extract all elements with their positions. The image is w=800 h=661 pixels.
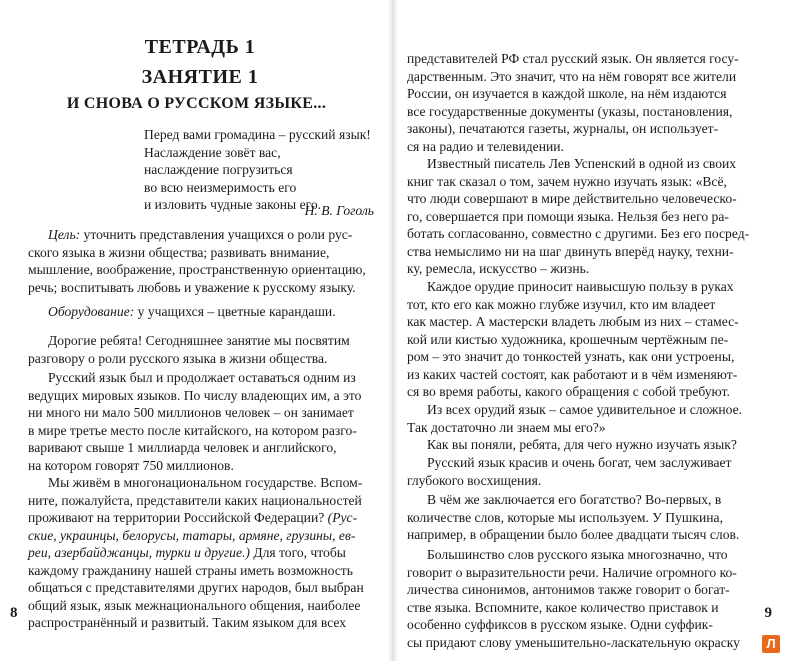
paragraph: Большинство слов русского языка многозначно, что говорит о выразительности речи. Наличие огромного ко- личества синонимов, антонимов также говорит о богат- стве языка. Вспомните, какое количество приставок и особенно суффиксов в русском языке. Одни суффик- сы придают слову уменьшительно-ласкательную окраску [407, 547, 740, 650]
epigraph-line: наслаждение погрузиться [144, 162, 293, 177]
paragraph: Русский язык красив и очень богат, чем заслуживает глубокого восхищения. [407, 455, 732, 488]
paragraph: Русский язык был и продолжает оставаться одним из ведущих мировых языков. По числу владеющих им, а это ни много ни мало 500 миллионов человек – он занимает в мире третье место после китайского, на котором разго- варивают свыше 1 миллиарда человек и английского, на котором говорят 750 миллионов. [28, 370, 362, 473]
goal-line: уточнить представления учащихся о роли рус- [80, 227, 353, 242]
paragraph: Каждое орудие приносит наивысшую пользу в руках тот, кто его как можно глубже изучил, кто им владеет как мастер. А мастерски владеть любым из них – стамес- кой или кистью художника, крошечным чертёжным пе- ром – это значит до тонкостей узнать, как они устроены, из каких частей состоят, как работают и в чём изменяют- ся во время работы, какого обращения с собой требуют. [407, 279, 739, 399]
lesson-title: И СНОВА О РУССКОМ ЯЗЫКЕ... [66, 95, 327, 112]
paragraph: представителей РФ стал русский язык. Он является госу- дарственным. Это значит, что на нём говорят все жители России, он изучается в каждой школе, на нём издаются все государственные документы (указы, постановления, законы), печатаются газеты, журналы, он использует- ся на радио и телевидении. [407, 51, 739, 154]
epigraph-line: Перед вами громадина – русский язык! [144, 127, 371, 142]
epigraph-line: и изловить чудные законы его. [144, 197, 322, 212]
paragraph: В чём же заключается его богатство? Во-первых, в количестве слов, которые мы используем. У Пушкина, например, в обращении было более двадцати тысяч слов. [407, 492, 740, 542]
epigraph-line: Наслаждение зовёт вас, [144, 144, 281, 160]
left-page [0, 0, 393, 661]
equipment-label: Оборудование: [48, 304, 135, 319]
publisher-logo-icon: Л [762, 635, 780, 653]
epigraph [144, 126, 374, 214]
lesson-heading: ЗАНЯТИЕ 1 [141, 66, 259, 88]
page-number: 8 [10, 605, 18, 621]
paragraph: Из всех орудий язык – самое удивительное и сложное. Так достаточно ли знаем мы его?» [407, 402, 743, 435]
paragraph: Как вы поняли, ребята, для чего нужно изучать язык? [427, 437, 737, 452]
notebook-heading: ТЕТРАДЬ 1 [144, 36, 256, 58]
equipment-line [48, 303, 380, 321]
right-page [393, 0, 800, 661]
epigraph-author: Н. В. Гоголь [304, 203, 374, 218]
goal-block [28, 226, 380, 296]
paragraph: Дорогие ребята! Сегодняшнее занятие мы посвятим разговору о роли русского языка в жизни общества. [28, 333, 350, 366]
epigraph-line: во всю неизмеримость его [144, 179, 297, 195]
goal-line: речь; воспитывать любовь и уважение к русскому языку. [28, 279, 356, 295]
page-number: 9 [764, 605, 772, 621]
paragraph: Известный писатель Лев Успенский в одной из своих книг так сказал о том, зачем нужно изучать язык: «Всё, что люди совершают в мире действительно человеческо- го, совершается при помощи языка. Нельзя без него ра- ботать согласованно, совместно с другими. Без его посред- ства немыслимо ни на шаг двинуть вперёд науку, техни- ку, ремесла, искусство – жизнь. [407, 156, 750, 276]
goal-line: ского языка в жизни общества; развивать внимание, [28, 244, 330, 260]
goal-line: мышление, воображение, пространственную ориентацию, [28, 262, 366, 277]
equipment-text: у учащихся – цветные карандаши. [134, 304, 336, 319]
paragraph: Мы живём в многонациональном государстве. Вспом- ните, пожалуйста, представители каких национальностей проживают на территории Российской Федерации? (Рус- ские, украинцы, белорусы, татары, армяне, грузины, ев- реи, азербайджанцы, турки и другие.) Для того, чтобы каждому гражданину нашей страны иметь возможность общаться с представителями других народов, был выбран общий язык, язык межнационального общения, наиболее распространённый и развитый. Таким языком для всех [28, 475, 364, 630]
goal-label: Цель: [48, 227, 81, 242]
